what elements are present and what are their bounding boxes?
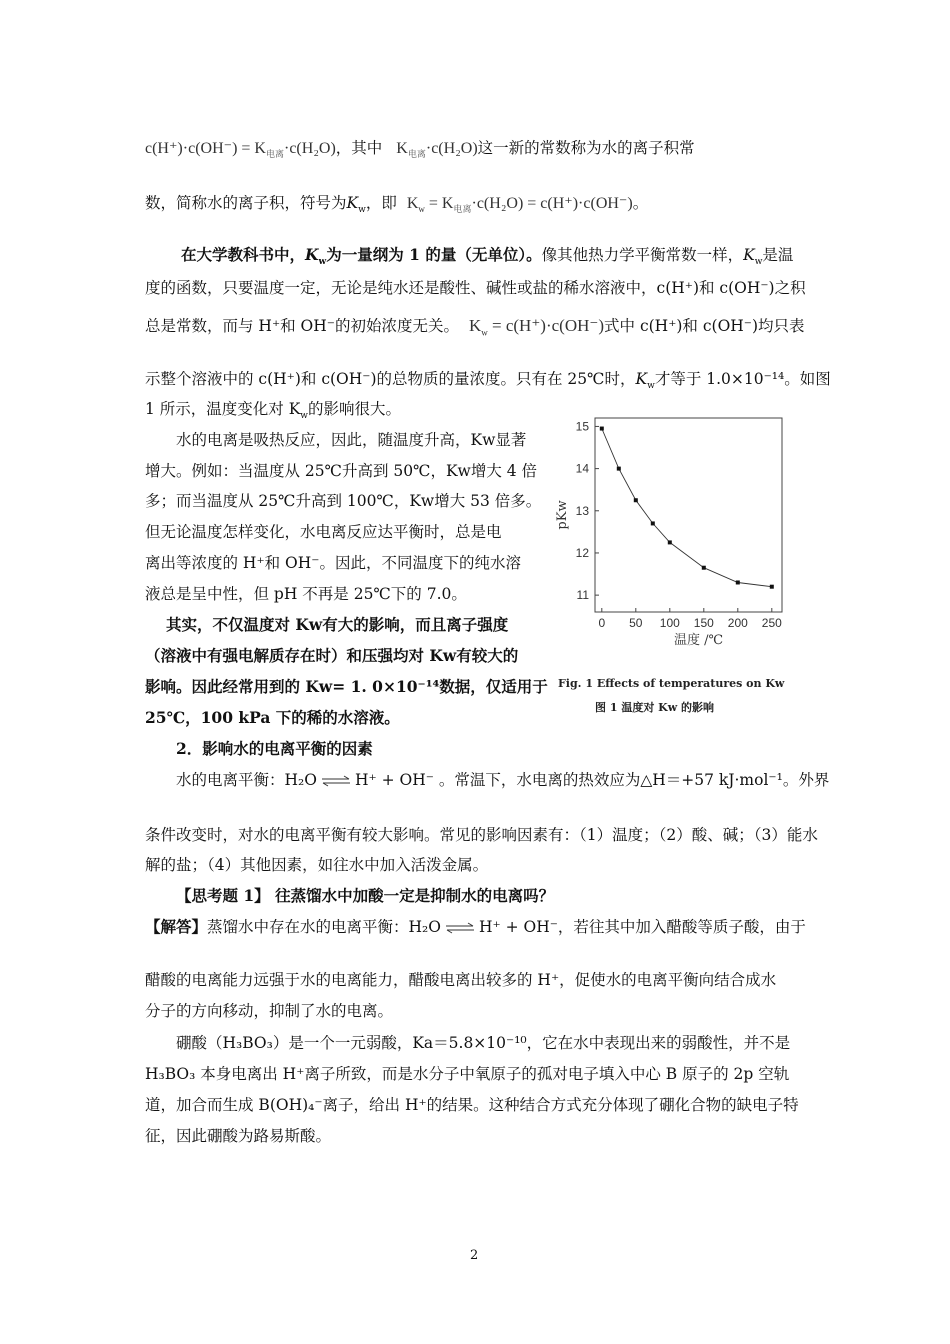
data-point [600,427,604,431]
paragraph-line: 增大。例如：当温度从 25℃升高到 50℃，Kw增大 4 倍 [145,462,538,480]
data-series-line [602,429,772,587]
x-tick-label: 200 [727,616,748,630]
paragraph-line: 多；而当温度从 25℃升高到 100℃，Kw增大 53 倍多。 [145,492,542,510]
paragraph-line: 影响。因此经常用到的 Kw= 1. 0×10⁻¹⁴数据，仅适用于 [145,677,548,696]
text: 这一新的常数称为水的离子积常 [477,139,695,157]
data-point [668,540,672,544]
paragraph-line: （溶液中有强电解质存在时）和压强均对 Kw有较大的 [145,646,519,665]
formula: $K_{电离}\cdot c(H_2O)$ [396,140,478,160]
x-tick-label: 50 [629,616,643,630]
paragraph-line: H₃BO₃ 本身电离出 H⁺离子所致，而是水分子中氧原子的孤对电子填入中心 B 原子的 2p 空轨 [145,1065,790,1083]
text: ，即 [365,194,397,212]
y-tick-label: 13 [575,503,589,518]
data-point [770,585,774,589]
paragraph-line: 度的函数，只要温度一定，无论是纯水还是酸性、碱性或盐的稀水溶液中，c(H⁺)和 c(OH⁻)之积 [145,279,806,297]
data-point [634,498,638,502]
paragraph-line: 醋酸的电离能力远强于水的电离能力，醋酸电离出较多的 H⁺，促使水的电离平衡向结合成水 [145,971,777,989]
section-heading: 2．影响水的电离平衡的因素 [176,739,373,758]
x-tick-label: 150 [693,616,714,630]
equilibrium-arrow-icon [321,775,351,787]
question-heading: 【思考题 1】 往蒸馏水中加酸一定是抑制水的电离吗？ [176,886,555,905]
paragraph-line: 水的电离平衡：H₂O H⁺ + OH⁻ 。常温下，水电离的热效应为△H＝+57 kJ·mol⁻¹。外界 [176,771,830,789]
paragraph-line [145,138,695,159]
x-tick-label: 250 [761,616,782,630]
paragraph-line: 【解答】蒸馏水中存在水的电离平衡：H₂O H⁺ + OH⁻，若往其中加入醋酸等质子酸，由于 [145,917,806,936]
paragraph-line: 液总是呈中性，但 pH 不再是 25℃下的 7.0。 [145,585,467,603]
paragraph-line: 道，加合而生成 B(OH)₄⁻离子，给出 H⁺的结果。这种结合方式充分体现了硼化合物的缺电子特 [145,1096,799,1114]
text: 数，简称水的离子积，符号为 [145,194,347,212]
paragraph-line: 数，简称水的离子积，符号为$K_w$，即 $K_w = K_{电离}\cdot c(H_2O) = c(H^+)\cdot c(OH^-)$。 [145,194,649,216]
paragraph-line: 25℃，100 kPa 下的稀的水溶液。 [145,708,400,727]
x-tick-label: 100 [659,616,680,630]
y-tick-label: 14 [575,461,589,476]
paragraph-line: 条件改变时，对水的电离平衡有较大影响。常见的影响因素有：（1）温度；（2）酸、碱；（3）能水 [145,826,818,844]
page-number: 2 [470,1248,479,1263]
x-axis-label: 温度 /℃ [673,633,724,648]
formula: $K_w = K_{电离}\cdot c(H_2O) = c(H^+)\cdot c(OH^-)$ [406,195,633,215]
text: ，其中 [335,139,383,157]
y-axis-label: pKw [555,500,570,530]
paragraph-line: 水的电离是吸热反应，因此，随温度升高，Kw显著 [176,431,527,449]
y-tick-label: 12 [575,545,589,560]
paragraph-line: 解的盐；（4）其他因素，如往水中加入活泼金属。 [145,856,489,874]
y-tick-label: 15 [575,419,589,434]
data-point [736,580,740,584]
paragraph-line: 但无论温度怎样变化，水电离反应达平衡时，总是电 [145,523,502,541]
data-point [702,566,706,570]
paragraph-line: 总是常数，而与 H⁺和 OH⁻的初始浓度无关。 $K_w = c(H^+)\cdot c(OH^-)$式中 c(H⁺)和 c(OH⁻)均只表 [145,316,805,338]
pkw-temperature-chart [552,414,802,674]
paragraph-line: 硼酸（H₃BO₃）是一个一元弱酸，Ka＝5.8×10⁻¹⁰，它在水中表现出来的弱酸性，并不是 [176,1034,791,1052]
kw-symbol: K [346,194,359,212]
paragraph-line: 1 所示，温度变化对 $K_w$的影响很大。 [145,400,402,422]
paragraph-line: 在大学教科书中，$K_w$为一量纲为 1 的量（无单位）。像其他热力学平衡常数一样，$K_w$是温 [181,245,794,268]
paragraph-line: 分子的方向移动，抑制了水的电离。 [145,1002,394,1020]
paragraph-line: 离出等浓度的 H⁺和 OH⁻。因此，不同温度下的纯水溶 [145,554,521,572]
figure-caption-en: Fig. 1 Effects of temperatures on Kw [558,677,785,690]
paragraph-line: 征，因此硼酸为路易斯酸。 [145,1127,332,1145]
figure-1 [552,414,802,714]
equilibrium-arrow-icon [445,922,475,934]
x-tick-label: 0 [598,616,606,630]
paragraph-line: 其实，不仅温度对 Kw有大的影响，而且离子强度 [166,615,509,634]
formula: $c(H^+)\cdot c(OH^-) = K_{电离}\cdot c(H_2O)$ [145,140,336,160]
paragraph-line: 示整个溶液中的 c(H⁺)和 c(OH⁻)的总物质的量浓度。只有在 25℃时，$K_w$才等于 1.0×10⁻¹⁴。如图 [145,370,831,392]
plot-frame [595,418,782,612]
figure-caption-cn: 图 1 温度对 Kw 的影响 [595,701,715,714]
y-tick-label: 11 [576,588,589,603]
data-point [617,467,621,471]
data-point [651,521,655,525]
